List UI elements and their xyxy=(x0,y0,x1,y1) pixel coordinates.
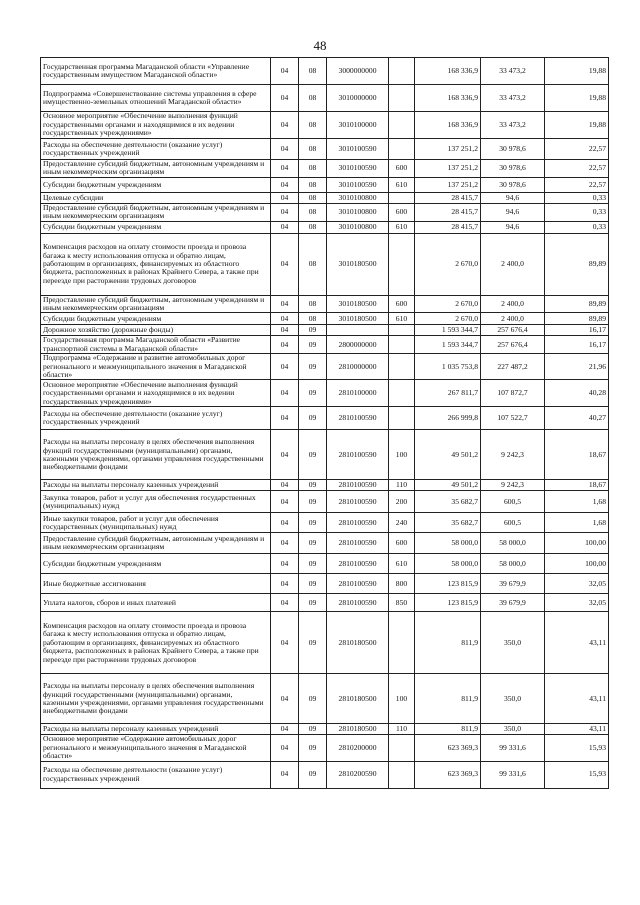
table-row xyxy=(41,354,609,380)
row-name: Иные бюджетные ассигнования xyxy=(41,574,271,594)
row-subsection: 09 xyxy=(299,336,327,354)
row-expense-type: 200 xyxy=(389,491,415,513)
row-target-article: 3010100800 xyxy=(327,192,389,203)
row-section: 04 xyxy=(271,554,299,574)
row-name: Расходы на выплаты персоналу в целях обеспечения выполнения функций государственными (муниципальными) органами, казенными учреждениями, органами управления государственными внебюджетными фондами xyxy=(41,430,271,480)
row-target-article: 2810100590 xyxy=(327,533,389,554)
row-actual: 33 473,2 xyxy=(481,85,545,112)
row-planned: 49 501,2 xyxy=(415,430,481,480)
row-expense-type xyxy=(389,112,415,139)
row-planned: 58 000,0 xyxy=(415,533,481,554)
row-planned: 168 336,9 xyxy=(415,58,481,85)
row-percent: 40,28 xyxy=(545,380,609,407)
row-planned: 1 593 344,7 xyxy=(415,336,481,354)
row-target-article: 3010180500 xyxy=(327,313,389,325)
row-section: 04 xyxy=(271,336,299,354)
row-name: Расходы на выплаты персоналу в целях обеспечения выполнения функций государственными (муниципальными) органами, казенными учреждениями, органами управления государственными внебюджетными фондами xyxy=(41,674,271,724)
row-percent: 21,96 xyxy=(545,354,609,380)
table-row xyxy=(41,325,609,336)
row-planned: 35 682,7 xyxy=(415,513,481,533)
row-section: 04 xyxy=(271,233,299,295)
table-row xyxy=(41,58,609,85)
table-body xyxy=(41,58,609,789)
row-name: Целевые субсидии xyxy=(41,192,271,203)
row-expense-type: 110 xyxy=(389,480,415,491)
row-expense-type xyxy=(389,58,415,85)
table-row xyxy=(41,513,609,533)
row-target-article: 3010180500 xyxy=(327,233,389,295)
row-percent: 15,93 xyxy=(545,761,609,788)
row-actual: 39 679,9 xyxy=(481,594,545,612)
row-expense-type: 600 xyxy=(389,160,415,178)
table-row xyxy=(41,594,609,612)
row-planned: 28 415,7 xyxy=(415,192,481,203)
row-target-article: 2810180500 xyxy=(327,724,389,735)
table-row xyxy=(41,674,609,724)
row-planned: 35 682,7 xyxy=(415,491,481,513)
row-target-article: 3010100800 xyxy=(327,221,389,233)
row-actual: 30 978,6 xyxy=(481,139,545,160)
row-percent: 89,89 xyxy=(545,295,609,313)
row-actual: 257 676,4 xyxy=(481,325,545,336)
row-target-article: 2810100590 xyxy=(327,554,389,574)
row-actual: 350,0 xyxy=(481,724,545,735)
row-subsection: 09 xyxy=(299,612,327,674)
row-planned: 58 000,0 xyxy=(415,554,481,574)
row-actual: 58 000,0 xyxy=(481,533,545,554)
row-percent: 22,57 xyxy=(545,177,609,192)
row-percent: 22,57 xyxy=(545,160,609,178)
row-percent: 0,33 xyxy=(545,203,609,221)
row-percent: 16,17 xyxy=(545,325,609,336)
row-section: 04 xyxy=(271,295,299,313)
row-name: Уплата налогов, сборов и иных платежей xyxy=(41,594,271,612)
table-row xyxy=(41,85,609,112)
row-name: Государственная программа Магаданской области «Развитие транспортной системы в Магаданской области» xyxy=(41,336,271,354)
row-planned: 137 251,2 xyxy=(415,160,481,178)
row-percent: 18,67 xyxy=(545,430,609,480)
row-actual: 107 522,7 xyxy=(481,407,545,430)
row-subsection: 09 xyxy=(299,380,327,407)
row-section: 04 xyxy=(271,177,299,192)
row-expense-type: 600 xyxy=(389,295,415,313)
row-subsection: 08 xyxy=(299,221,327,233)
row-actual: 257 676,4 xyxy=(481,336,545,354)
row-section: 04 xyxy=(271,192,299,203)
table-row xyxy=(41,233,609,295)
row-section: 04 xyxy=(271,160,299,178)
row-target-article xyxy=(327,325,389,336)
row-target-article: 2810100590 xyxy=(327,491,389,513)
row-expense-type: 100 xyxy=(389,430,415,480)
table-row xyxy=(41,295,609,313)
row-planned: 123 815,9 xyxy=(415,574,481,594)
row-section: 04 xyxy=(271,58,299,85)
row-section: 04 xyxy=(271,612,299,674)
row-actual: 9 242,3 xyxy=(481,480,545,491)
row-subsection: 08 xyxy=(299,313,327,325)
row-name: Субсидии бюджетным учреждениям xyxy=(41,313,271,325)
row-section: 04 xyxy=(271,203,299,221)
row-actual: 600,5 xyxy=(481,513,545,533)
row-target-article: 3000000000 xyxy=(327,58,389,85)
row-section: 04 xyxy=(271,513,299,533)
row-target-article: 2810100590 xyxy=(327,574,389,594)
table-row xyxy=(41,574,609,594)
row-name: Государственная программа Магаданской области «Управление государственным имуществом Магаданской области» xyxy=(41,58,271,85)
row-actual: 99 331,6 xyxy=(481,761,545,788)
row-section: 04 xyxy=(271,761,299,788)
row-percent: 0,33 xyxy=(545,192,609,203)
row-percent: 19,88 xyxy=(545,85,609,112)
row-subsection: 08 xyxy=(299,192,327,203)
row-expense-type: 110 xyxy=(389,724,415,735)
row-subsection: 09 xyxy=(299,533,327,554)
row-expense-type: 240 xyxy=(389,513,415,533)
row-planned: 137 251,2 xyxy=(415,139,481,160)
row-subsection: 09 xyxy=(299,354,327,380)
row-actual: 30 978,6 xyxy=(481,160,545,178)
row-subsection: 08 xyxy=(299,112,327,139)
row-subsection: 08 xyxy=(299,160,327,178)
row-name: Дорожное хозяйство (дорожные фонды) xyxy=(41,325,271,336)
row-subsection: 08 xyxy=(299,139,327,160)
row-name: Расходы на обеспечение деятельности (оказание услуг) государственных учреждений xyxy=(41,139,271,160)
row-percent: 22,57 xyxy=(545,139,609,160)
row-name: Расходы на выплаты персоналу казенных учреждений xyxy=(41,480,271,491)
table-row xyxy=(41,430,609,480)
row-name: Субсидии бюджетным учреждениям xyxy=(41,221,271,233)
row-expense-type xyxy=(389,139,415,160)
row-subsection: 09 xyxy=(299,674,327,724)
row-section: 04 xyxy=(271,313,299,325)
row-subsection: 08 xyxy=(299,233,327,295)
row-subsection: 08 xyxy=(299,58,327,85)
row-expense-type xyxy=(389,761,415,788)
row-target-article: 2810200590 xyxy=(327,761,389,788)
row-name: Основное мероприятие «Содержание автомобильных дорог регионального и межмуниципального значения в Магаданской области» xyxy=(41,735,271,761)
row-percent: 1,68 xyxy=(545,491,609,513)
row-actual: 600,5 xyxy=(481,491,545,513)
row-section: 04 xyxy=(271,574,299,594)
row-name: Расходы на обеспечение деятельности (оказание услуг) государственных учреждений xyxy=(41,407,271,430)
row-name: Предоставление субсидий бюджетным, автономным учреждениям и иным некоммерческим организациям xyxy=(41,203,271,221)
table-row xyxy=(41,380,609,407)
row-planned: 2 670,0 xyxy=(415,295,481,313)
row-planned: 623 369,3 xyxy=(415,761,481,788)
row-percent: 40,27 xyxy=(545,407,609,430)
row-percent: 89,89 xyxy=(545,233,609,295)
table-row xyxy=(41,160,609,178)
row-planned: 811,9 xyxy=(415,612,481,674)
row-percent: 89,89 xyxy=(545,313,609,325)
row-subsection: 09 xyxy=(299,513,327,533)
row-section: 04 xyxy=(271,407,299,430)
row-subsection: 09 xyxy=(299,554,327,574)
row-subsection: 08 xyxy=(299,295,327,313)
row-expense-type xyxy=(389,380,415,407)
row-section: 04 xyxy=(271,85,299,112)
row-subsection: 09 xyxy=(299,407,327,430)
row-target-article: 2810100590 xyxy=(327,480,389,491)
row-section: 04 xyxy=(271,594,299,612)
row-percent: 43,11 xyxy=(545,612,609,674)
row-subsection: 09 xyxy=(299,325,327,336)
row-name: Иные закупки товаров, работ и услуг для обеспечения государственных (муниципальных) нужд xyxy=(41,513,271,533)
table-row xyxy=(41,192,609,203)
table-row xyxy=(41,533,609,554)
row-actual: 58 000,0 xyxy=(481,554,545,574)
row-target-article: 3010100590 xyxy=(327,160,389,178)
row-subsection: 08 xyxy=(299,85,327,112)
row-percent: 32,05 xyxy=(545,574,609,594)
row-expense-type: 600 xyxy=(389,533,415,554)
row-planned: 123 815,9 xyxy=(415,594,481,612)
table-row xyxy=(41,554,609,574)
row-planned: 28 415,7 xyxy=(415,221,481,233)
row-expense-type: 100 xyxy=(389,674,415,724)
row-section: 04 xyxy=(271,221,299,233)
table-row xyxy=(41,491,609,513)
row-name: Закупка товаров, работ и услуг для обеспечения государственных (муниципальных) нужд xyxy=(41,491,271,513)
row-target-article: 3010100590 xyxy=(327,177,389,192)
table-row xyxy=(41,724,609,735)
row-percent: 100,00 xyxy=(545,554,609,574)
row-section: 04 xyxy=(271,491,299,513)
row-actual: 107 872,7 xyxy=(481,380,545,407)
table-row xyxy=(41,177,609,192)
row-percent: 1,68 xyxy=(545,513,609,533)
row-percent: 100,00 xyxy=(545,533,609,554)
table-row xyxy=(41,203,609,221)
row-target-article: 2810180500 xyxy=(327,674,389,724)
row-subsection: 09 xyxy=(299,574,327,594)
row-actual: 94,6 xyxy=(481,203,545,221)
row-expense-type xyxy=(389,354,415,380)
table-row xyxy=(41,313,609,325)
row-planned: 811,9 xyxy=(415,724,481,735)
row-percent: 19,88 xyxy=(545,112,609,139)
row-planned: 2 670,0 xyxy=(415,233,481,295)
row-subsection: 09 xyxy=(299,480,327,491)
row-target-article: 2810100590 xyxy=(327,430,389,480)
table-row xyxy=(41,480,609,491)
row-expense-type: 850 xyxy=(389,594,415,612)
row-actual: 9 242,3 xyxy=(481,430,545,480)
row-name: Субсидии бюджетным учреждениям xyxy=(41,177,271,192)
row-expense-type xyxy=(389,612,415,674)
row-name: Подпрограмма «Совершенствование системы управления в сфере имущественно-земельных отношений Магаданской области» xyxy=(41,85,271,112)
row-section: 04 xyxy=(271,112,299,139)
row-expense-type: 600 xyxy=(389,203,415,221)
row-section: 04 xyxy=(271,480,299,491)
row-actual: 33 473,2 xyxy=(481,112,545,139)
table-row xyxy=(41,735,609,761)
row-target-article: 2810100590 xyxy=(327,407,389,430)
row-subsection: 09 xyxy=(299,735,327,761)
row-target-article: 2810180500 xyxy=(327,612,389,674)
row-actual: 39 679,9 xyxy=(481,574,545,594)
row-actual: 99 331,6 xyxy=(481,735,545,761)
row-section: 04 xyxy=(271,380,299,407)
row-expense-type xyxy=(389,85,415,112)
budget-execution-table xyxy=(40,57,609,789)
row-expense-type: 610 xyxy=(389,177,415,192)
row-actual: 2 400,0 xyxy=(481,313,545,325)
row-planned: 266 999,8 xyxy=(415,407,481,430)
row-name: Основное мероприятие «Обеспечение выполнения функций государственными органами и находящимися в их ведении государственных учреждениями» xyxy=(41,112,271,139)
row-expense-type xyxy=(389,192,415,203)
row-percent: 0,33 xyxy=(545,221,609,233)
row-actual: 2 400,0 xyxy=(481,295,545,313)
row-name: Расходы на обеспечение деятельности (оказание услуг) государственных учреждений xyxy=(41,761,271,788)
row-target-article: 2810200000 xyxy=(327,735,389,761)
row-target-article: 3010000000 xyxy=(327,85,389,112)
row-section: 04 xyxy=(271,735,299,761)
row-target-article: 3010100590 xyxy=(327,139,389,160)
table-row xyxy=(41,221,609,233)
row-target-article: 3010180500 xyxy=(327,295,389,313)
row-expense-type: 800 xyxy=(389,574,415,594)
row-subsection: 09 xyxy=(299,430,327,480)
row-subsection: 08 xyxy=(299,203,327,221)
table-row xyxy=(41,139,609,160)
row-expense-type: 610 xyxy=(389,313,415,325)
row-section: 04 xyxy=(271,430,299,480)
row-subsection: 09 xyxy=(299,761,327,788)
row-planned: 811,9 xyxy=(415,674,481,724)
row-section: 04 xyxy=(271,724,299,735)
row-name: Субсидии бюджетным учреждениям xyxy=(41,554,271,574)
row-expense-type: 610 xyxy=(389,221,415,233)
row-subsection: 09 xyxy=(299,594,327,612)
row-target-article: 2810100590 xyxy=(327,513,389,533)
row-target-article: 2810100000 xyxy=(327,380,389,407)
row-planned: 28 415,7 xyxy=(415,203,481,221)
row-expense-type xyxy=(389,407,415,430)
row-planned: 2 670,0 xyxy=(415,313,481,325)
row-planned: 137 251,2 xyxy=(415,177,481,192)
row-actual: 33 473,2 xyxy=(481,58,545,85)
row-target-article: 2810000000 xyxy=(327,354,389,380)
row-planned: 168 336,9 xyxy=(415,85,481,112)
row-target-article: 3010100800 xyxy=(327,203,389,221)
row-planned: 1 035 753,8 xyxy=(415,354,481,380)
row-section: 04 xyxy=(271,139,299,160)
row-name: Подпрограмма «Содержание и развитие автомобильных дорог регионального и межмуниципального значения в Магаданской области» xyxy=(41,354,271,380)
row-section: 04 xyxy=(271,533,299,554)
row-expense-type xyxy=(389,336,415,354)
row-section: 04 xyxy=(271,674,299,724)
table-row xyxy=(41,112,609,139)
row-name: Расходы на выплаты персоналу казенных учреждений xyxy=(41,724,271,735)
page-number: 48 xyxy=(313,38,327,53)
row-planned: 168 336,9 xyxy=(415,112,481,139)
row-actual: 94,6 xyxy=(481,221,545,233)
row-section: 04 xyxy=(271,354,299,380)
row-actual: 350,0 xyxy=(481,674,545,724)
row-percent: 32,05 xyxy=(545,594,609,612)
table-row xyxy=(41,612,609,674)
row-percent: 19,88 xyxy=(545,58,609,85)
row-name: Основное мероприятие «Обеспечение выполнения функций государственными органами и находящимися в их ведении государственных учреждениями» xyxy=(41,380,271,407)
row-expense-type xyxy=(389,325,415,336)
row-target-article: 2810100590 xyxy=(327,594,389,612)
row-name: Предоставление субсидий бюджетным, автономным учреждениям и иным некоммерческим организациям xyxy=(41,295,271,313)
row-subsection: 09 xyxy=(299,491,327,513)
row-expense-type xyxy=(389,735,415,761)
row-name: Предоставление субсидий бюджетным, автономным учреждениям и иным некоммерческим организациям xyxy=(41,160,271,178)
row-percent: 15,93 xyxy=(545,735,609,761)
row-actual: 30 978,6 xyxy=(481,177,545,192)
row-percent: 43,11 xyxy=(545,674,609,724)
row-percent: 16,17 xyxy=(545,336,609,354)
table-row xyxy=(41,407,609,430)
row-planned: 267 811,7 xyxy=(415,380,481,407)
row-actual: 2 400,0 xyxy=(481,233,545,295)
row-name: Компенсация расходов на оплату стоимости проезда и провоза багажа к месту использования отпуска и обратно лицам, работающим в организациях, финансируемых из областного бюджета, расположенных в районах Крайнего Севера, а также при переезде при расторжении трудовых договоров xyxy=(41,612,271,674)
row-expense-type: 610 xyxy=(389,554,415,574)
table-row xyxy=(41,761,609,788)
row-subsection: 09 xyxy=(299,724,327,735)
table-row xyxy=(41,336,609,354)
row-percent: 43,11 xyxy=(545,724,609,735)
row-actual: 94,6 xyxy=(481,192,545,203)
row-percent: 18,67 xyxy=(545,480,609,491)
row-planned: 623 369,3 xyxy=(415,735,481,761)
row-subsection: 08 xyxy=(299,177,327,192)
row-expense-type xyxy=(389,233,415,295)
row-name: Предоставление субсидий бюджетным, автономным учреждениям и иным некоммерческим организациям xyxy=(41,533,271,554)
row-actual: 350,0 xyxy=(481,612,545,674)
row-actual: 227 487,2 xyxy=(481,354,545,380)
row-name: Компенсация расходов на оплату стоимости проезда и провоза багажа к месту использования отпуска и обратно лицам, работающим в организациях, финансируемых из областного бюджета, расположенных в районах Крайнего Севера, а также при переезде при расторжении трудовых договоров xyxy=(41,233,271,295)
row-target-article: 3010100000 xyxy=(327,112,389,139)
row-planned: 1 593 344,7 xyxy=(415,325,481,336)
row-section: 04 xyxy=(271,325,299,336)
row-planned: 49 501,2 xyxy=(415,480,481,491)
row-target-article: 2800000000 xyxy=(327,336,389,354)
